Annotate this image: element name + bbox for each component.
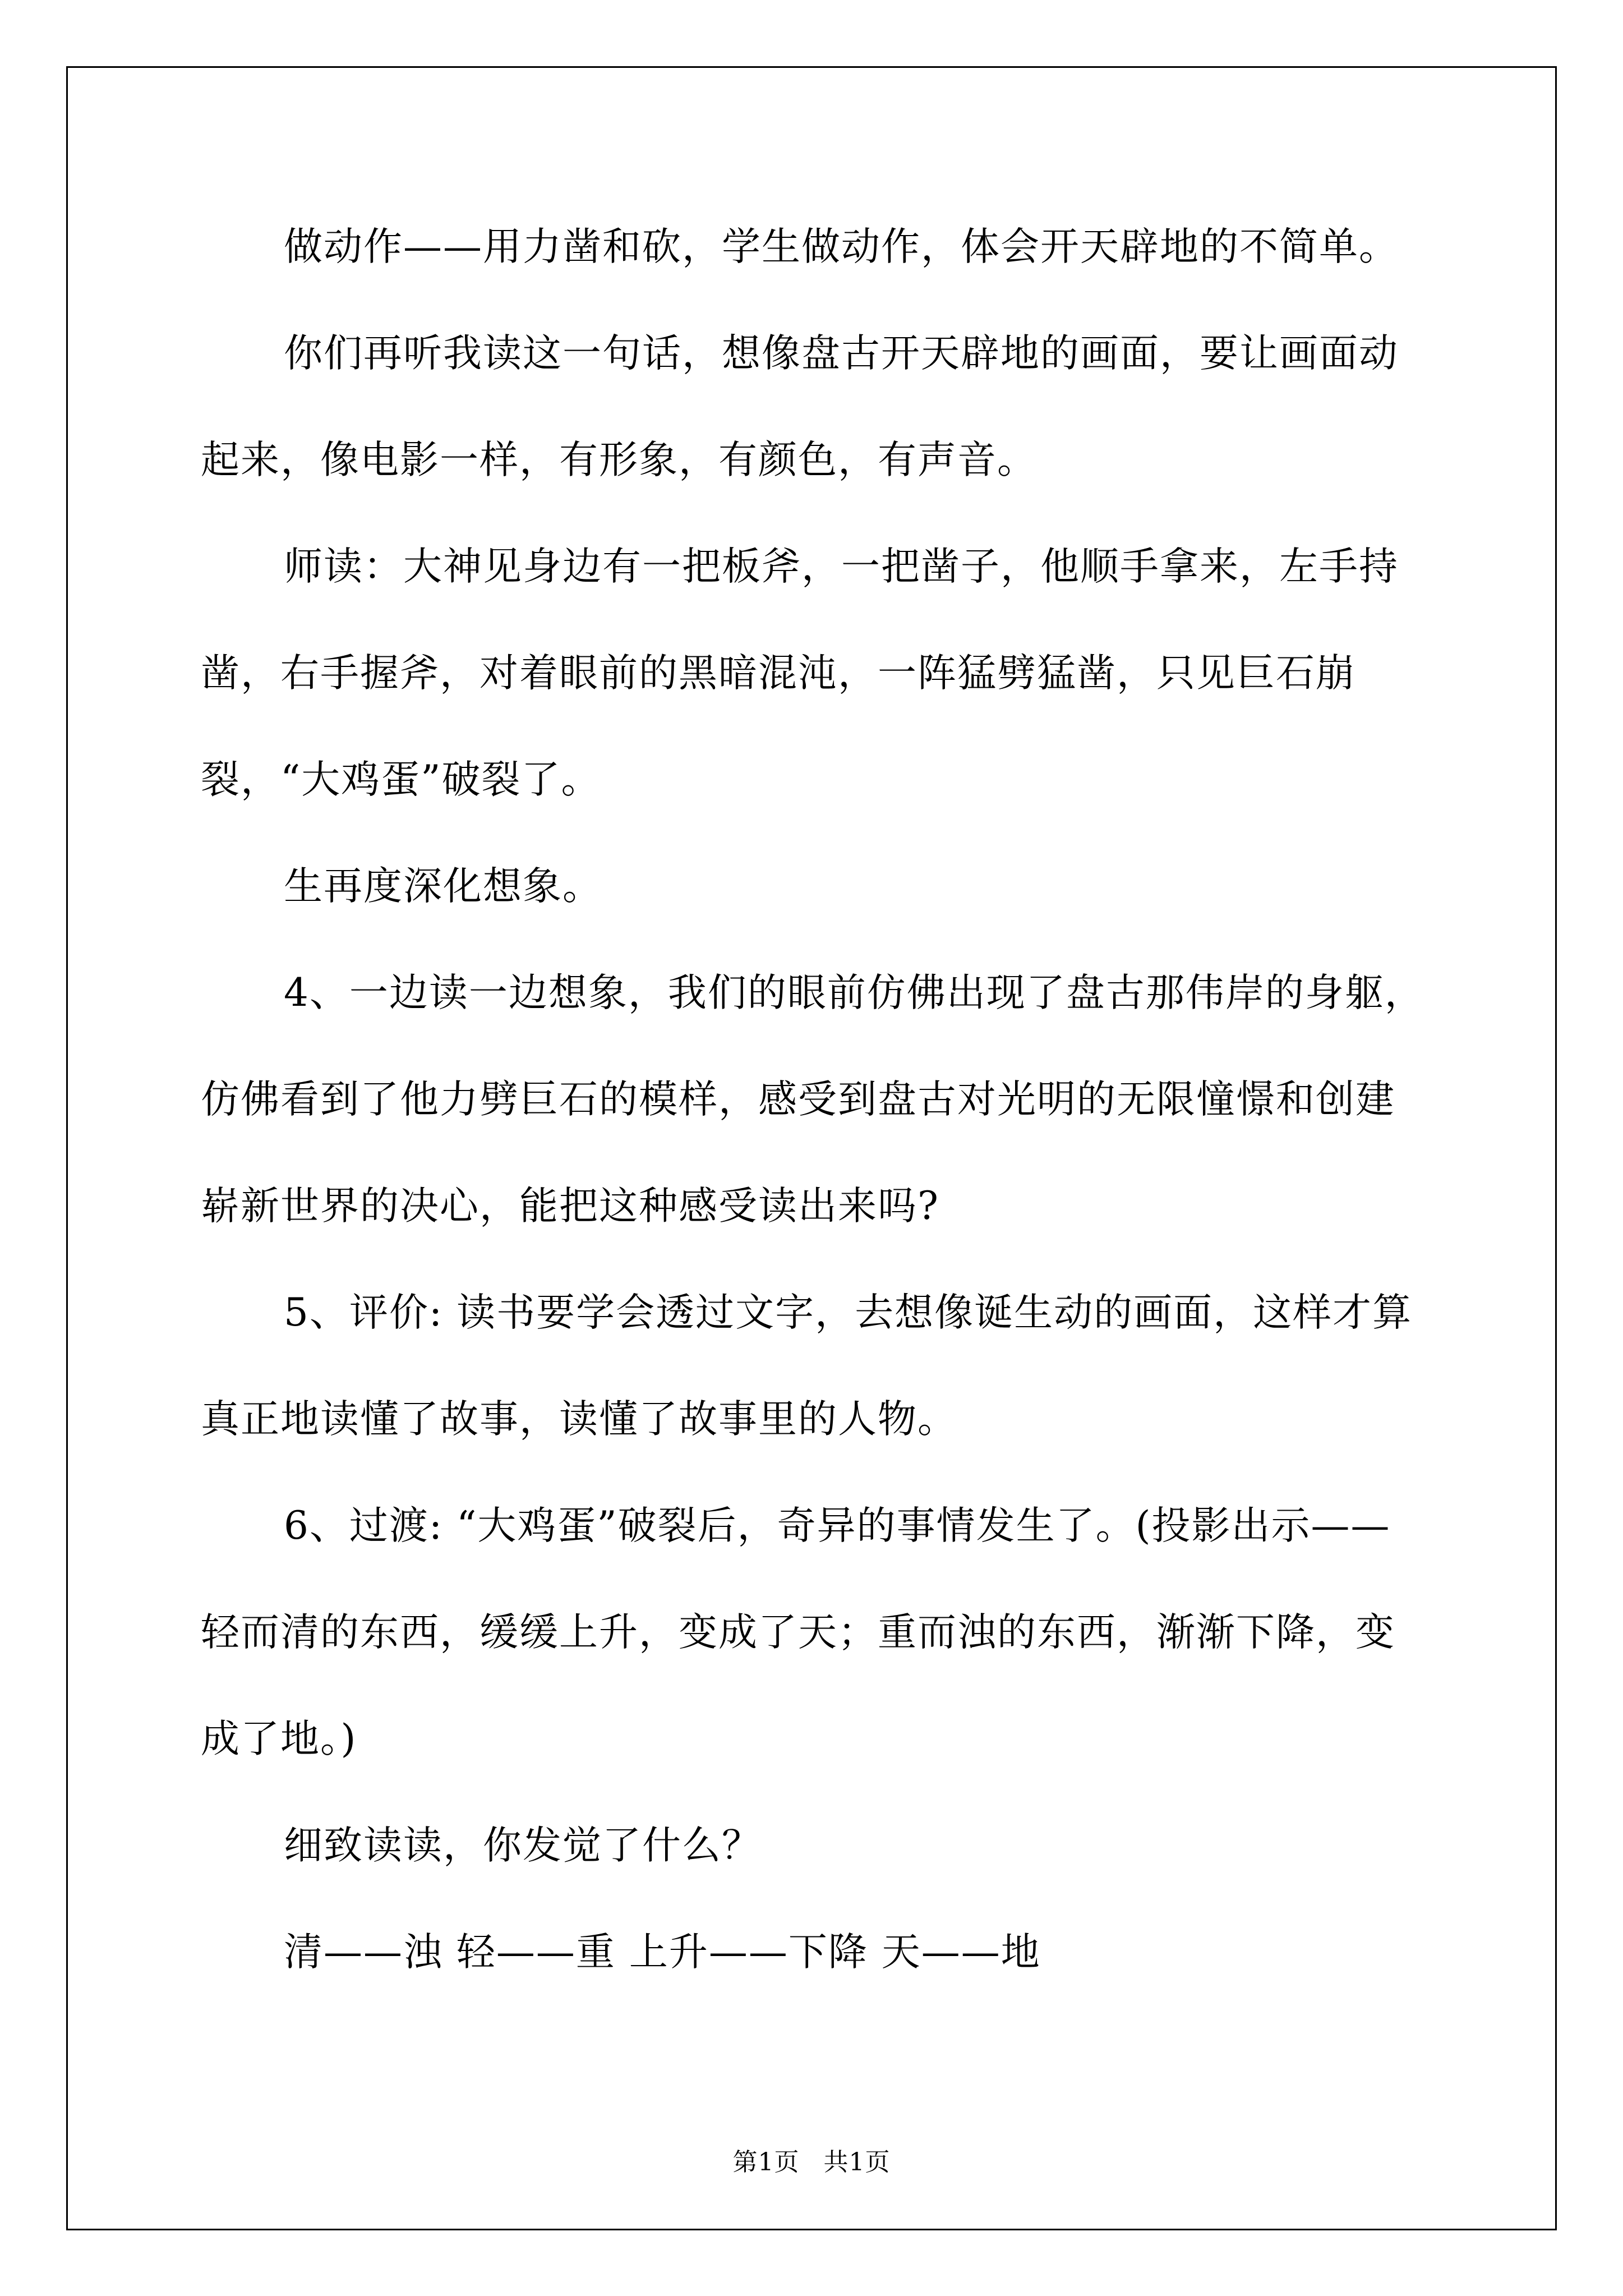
paragraph-1: 做动作——用力凿和砍，学生做动作，体会开天辟地的不简单。 [284,224,1399,269]
page-footer [0,2142,1623,2178]
paragraph-7: 6、过渡: “大鸡蛋”破裂后，奇异的事情发生了。(投影出示——轻而清的东西，缓缓上升，变成了天；重而浊的东西，渐渐下降，变成了地。) [201,1503,1395,1761]
document-body [201,194,1429,2005]
paragraph-2: 你们再听我读这一句话，想像盘古开天辟地的画面，要让画面动起来，像电影一样，有形象，有颜色，有声音。 [201,331,1399,482]
paragraph-3: 师读：大神见身边有一把板斧，一把凿子，他顺手拿来，左手持凿，右手握斧，对着眼前的黑暗混沌，一阵猛劈猛凿，只见巨石崩裂，“大鸡蛋”破裂了。 [201,544,1399,802]
page-number-total: 共1页 [823,2148,891,2177]
paragraph-4: 生再度深化想象。 [284,864,602,909]
paragraph-5: 4、一边读一边想象，我们的眼前仿佛出现了盘古那伟岸的身躯，仿佛看到了他力劈巨石的模样，感受到盘古对光明的无限憧憬和创建崭新世界的决心，能把这种感受读出来吗? [201,970,1424,1228]
paragraph-9: 清——浊 轻——重 上升——下降 天——地 [284,1930,1041,1975]
paragraph-8: 细致读读，你发觉了什么？ [284,1823,762,1868]
page-number-current: 第1页 [732,2148,800,2177]
paragraph-6: 5、评价: 读书要学会透过文字，去想像诞生动的画面，这样才算真正地读懂了故事，读懂了故事里的人物。 [201,1290,1413,1442]
